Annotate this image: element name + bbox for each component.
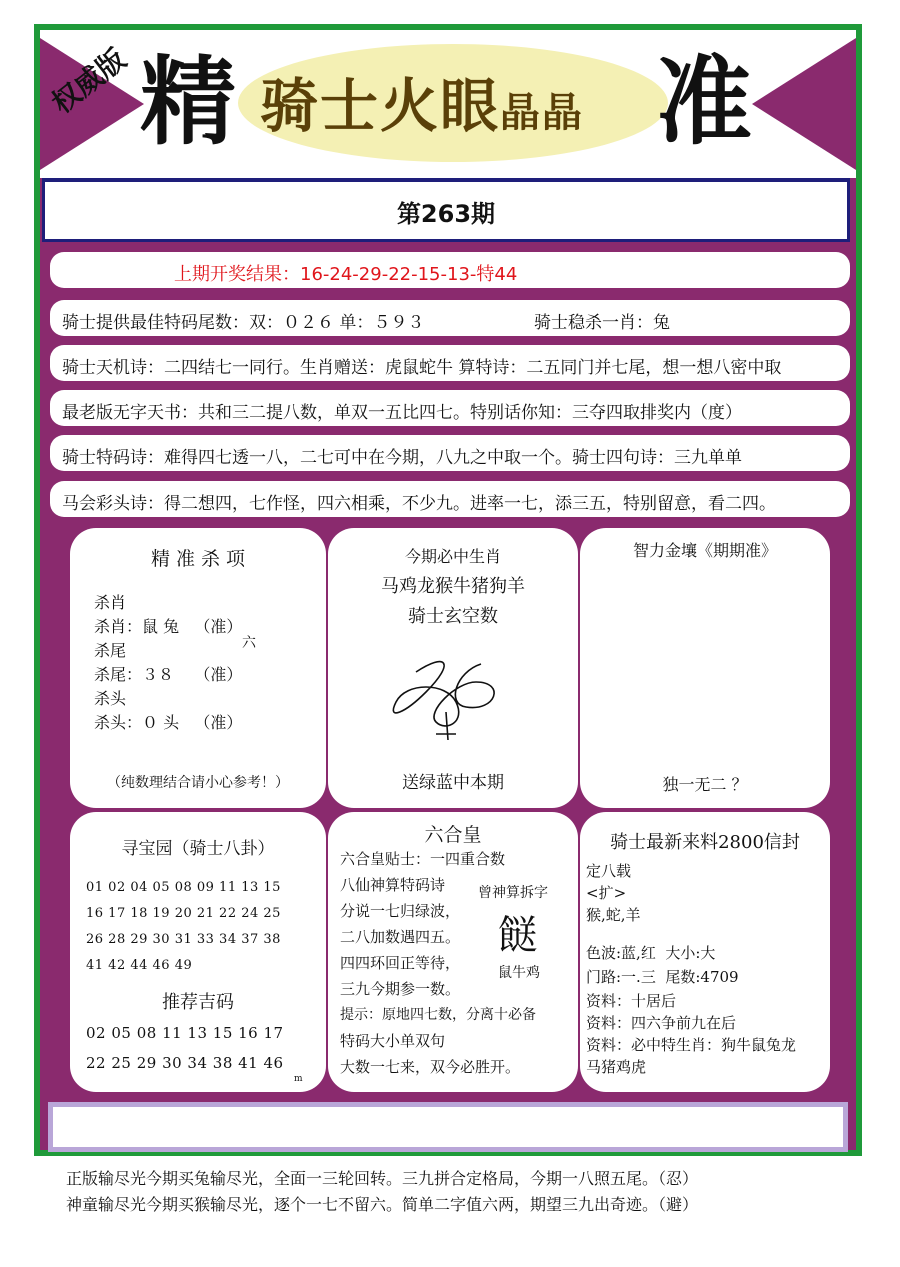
main-title-text: 骑士火眼 [260,72,501,140]
kill-zodiac: 骑士稳杀一肖：兔 [534,313,670,333]
header-banner [40,30,856,178]
liuhe-line: 分说一七归绿波， [340,902,461,920]
knight-line: 资料：十居后 [586,992,677,1010]
kill-note: （纯数理结合请小心参考！） [107,775,289,791]
knight-line: 资料：必中特生肖：狗牛鼠兔龙 [586,1036,797,1054]
info-row: 骑士特码诗：难得四七透一八，二七可中在今期，八九之中取一个。骑士四句诗：三九单单 [50,435,850,471]
kill-line: 杀头 [94,689,127,708]
treasure-title: 寻宝园（骑士八卦） [121,839,275,859]
zodiac-line: 骑士玄空数 [408,606,498,627]
last-result: 上期开奖结果：16-24-29-22-15-13-特44 [50,252,850,288]
kill-line: 杀肖：鼠 兔 （准） [94,617,243,636]
kill-line: 杀头：０ 头 （准） [94,713,243,732]
knight-line: <扩> [586,884,627,902]
small-mark: m [294,1074,303,1084]
issue-number: 第263期 [396,200,496,228]
liuhe-line: 八仙神算特码诗 [340,876,446,894]
kill-box [70,528,326,808]
main-title-suffix: 晶晶 [500,89,585,136]
issue-bar [42,178,850,242]
wisdom-answer: 独一无二 ？ [662,775,748,794]
liuhe-tip: 特码大小单双句 [340,1032,446,1050]
liuhe-line: 六合皇贴士：一四重合数 [340,850,506,868]
info-row: 马会彩头诗：得二想四，七作怪，四六相乘，不少九。进率一七，添三五，特别留意，看二四。 [50,481,850,517]
kill-line: 杀尾：３８ （准） [94,665,243,684]
knight-box [580,812,830,1092]
kill-line: 杀尾 [94,641,127,660]
zodiac-line: 今期必中生肖 [404,547,501,566]
number-row: 01 02 04 05 08 09 11 13 15 [86,880,281,895]
wisdom-title: 智力金壤《期期准》 [632,541,777,560]
liuhe-box [328,812,578,1092]
footer-line: 正版输尽光今期买兔输尽光，全面一三轮回转。三九拼合定格局，今期一八照五尾。（忍） [66,1169,699,1188]
bottom-bar [48,1102,848,1152]
knight-line: 资料：四六争前九在后 [586,1014,737,1032]
number-row: 16 17 18 19 20 21 22 24 25 [86,906,281,921]
main-title [260,74,584,145]
treasure-box [70,812,326,1092]
liuhe-tip: 大数一七来，双今必胜开。 [340,1058,521,1076]
main-frame [34,24,862,1156]
wisdom-box [580,528,830,808]
stray-char: 六 [242,635,256,651]
liuhe-line: 二八加数遇四五。 [340,928,461,946]
zodiac-line: 马鸡龙猴牛猪狗羊 [381,576,525,597]
liuhe-title: 六合皇 [424,824,482,846]
knight-line: 色波:蓝,红 大小:大 [586,944,716,962]
knight-line: 马猪鸡虎 [586,1058,647,1076]
side-title: 曾神算拆字 [478,885,548,901]
kill-line: 杀肖 [94,593,127,612]
right-triangle-decoration [752,38,856,170]
zodiac-box [328,528,578,808]
knight-title: 骑士最新来料2800信封 [610,832,800,853]
side-sub: 鼠牛鸡 [498,965,540,981]
knight-line: 猴,蛇,羊 [586,906,641,924]
liuhe-tip: 提示：原地四七数，分离十必备 [340,1007,536,1023]
liuhe-line: 四四环回正等待， [340,954,461,972]
number-row: 41 42 44 46 49 [86,958,193,973]
recommend-title: 推荐吉码 [162,992,234,1013]
info-row [50,300,850,336]
title-char-left: 精 [140,45,236,158]
title-char-right: 准 [656,45,752,158]
tail-numbers: 骑士提供最佳特码尾数：双：０２６ 单：５９３ [62,313,425,333]
recommend-row: 02 05 08 11 13 15 16 17 [86,1024,284,1042]
footer-line: 神童输尽光今期买猴输尽光，逐个一七不留六。简单二字值六两，期望三九出奇迹。（避） [66,1195,699,1214]
number-row: 26 28 29 30 31 33 34 37 38 [86,932,281,947]
edition-label: 权威版 [45,42,133,121]
signature-scribble [386,652,514,742]
knight-line: 定八载 [586,862,632,880]
zodiac-line: 送绿蓝中本期 [402,773,504,793]
recommend-row: 22 25 29 30 34 38 41 46 [86,1054,284,1072]
info-row: 最老版无字天书：共和三二提八数，单双一五比四七。特别话你知：三夺四取排奖内（度） [50,390,850,426]
knight-line: 门路:一.三 尾数:4709 [586,968,739,986]
kill-title: 精 准 杀 项 [150,548,246,570]
liuhe-line: 三九今期参一数。 [340,980,461,998]
info-row: 骑士天机诗：二四结七一同行。生肖赠送：虎鼠蛇牛 算特诗：二五同门并七尾，想一想八密中取 [50,345,850,381]
big-char: 餸 [498,913,538,959]
